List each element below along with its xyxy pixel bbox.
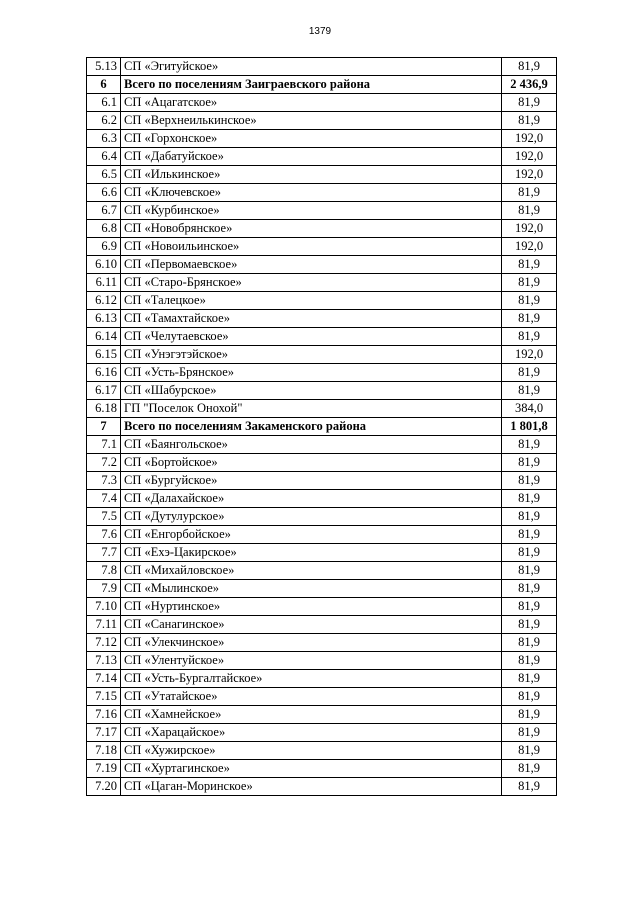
settlement-name-cell: СП «Шабурское» — [121, 382, 502, 400]
amount-cell: 81,9 — [502, 364, 557, 382]
settlement-name-cell: СП «Усть-Брянское» — [121, 364, 502, 382]
row-number-cell: 6.10 — [87, 256, 121, 274]
amount-cell: 192,0 — [502, 346, 557, 364]
row-number-cell: 7.9 — [87, 580, 121, 598]
amount-cell: 192,0 — [502, 238, 557, 256]
amount-cell: 81,9 — [502, 706, 557, 724]
table-row — [87, 364, 557, 382]
settlement-name-cell: СП «Верхнеилькинское» — [121, 112, 502, 130]
row-number-cell: 6.3 — [87, 130, 121, 148]
row-number-cell: 7.20 — [87, 778, 121, 796]
settlement-name-cell: СП «Эгитуйское» — [121, 58, 502, 76]
settlement-name-cell: СП «Енгорбойское» — [121, 526, 502, 544]
table-row — [87, 508, 557, 526]
row-number-cell: 6.12 — [87, 292, 121, 310]
amount-cell: 1 801,8 — [502, 418, 557, 436]
row-number-cell: 6.2 — [87, 112, 121, 130]
row-number-cell: 7.1 — [87, 436, 121, 454]
amount-cell: 81,9 — [502, 580, 557, 598]
settlement-name-cell: СП «Талецкое» — [121, 292, 502, 310]
row-number-cell: 6.5 — [87, 166, 121, 184]
row-number-cell: 7.15 — [87, 688, 121, 706]
amount-cell: 192,0 — [502, 220, 557, 238]
settlement-name-cell: СП «Санагинское» — [121, 616, 502, 634]
table-row — [87, 598, 557, 616]
table-row — [87, 94, 557, 112]
settlement-name-cell: СП «Дабатуйское» — [121, 148, 502, 166]
settlement-name-cell: СП «Старо-Брянское» — [121, 274, 502, 292]
table-row — [87, 166, 557, 184]
settlement-name-cell: СП «Дутулурское» — [121, 508, 502, 526]
row-number-cell: 5.13 — [87, 58, 121, 76]
table-row — [87, 490, 557, 508]
settlement-name-cell: СП «Мылинское» — [121, 580, 502, 598]
settlement-name-cell: СП «Новобрянское» — [121, 220, 502, 238]
amount-cell: 81,9 — [502, 112, 557, 130]
row-number-cell: 7 — [87, 418, 121, 436]
table-row — [87, 742, 557, 760]
table-row — [87, 400, 557, 418]
settlement-name-cell: СП «Ключевское» — [121, 184, 502, 202]
amount-cell: 81,9 — [502, 58, 557, 76]
amount-cell: 81,9 — [502, 742, 557, 760]
table-row — [87, 112, 557, 130]
table-row — [87, 526, 557, 544]
table-row — [87, 472, 557, 490]
table-row — [87, 130, 557, 148]
row-number-cell: 7.17 — [87, 724, 121, 742]
amount-cell: 192,0 — [502, 148, 557, 166]
row-number-cell: 7.11 — [87, 616, 121, 634]
amount-cell: 81,9 — [502, 724, 557, 742]
amount-cell: 81,9 — [502, 184, 557, 202]
table-row — [87, 634, 557, 652]
row-number-cell: 7.12 — [87, 634, 121, 652]
settlement-name-cell: СП «Улекчинское» — [121, 634, 502, 652]
table-row — [87, 238, 557, 256]
amount-cell: 81,9 — [502, 310, 557, 328]
settlement-name-cell: СП «Новоильинское» — [121, 238, 502, 256]
settlement-name-cell: СП «Харацайское» — [121, 724, 502, 742]
amount-cell: 81,9 — [502, 94, 557, 112]
settlement-name-cell: Всего по поселениям Заиграевского района — [121, 76, 502, 94]
table-row — [87, 220, 557, 238]
amount-cell: 81,9 — [502, 562, 557, 580]
settlement-name-cell: СП «Первомаевское» — [121, 256, 502, 274]
settlement-name-cell: СП «Усть-Бургалтайское» — [121, 670, 502, 688]
amount-cell: 81,9 — [502, 274, 557, 292]
settlement-name-cell: СП «Тамахтайское» — [121, 310, 502, 328]
table-total-row — [87, 418, 557, 436]
settlement-name-cell: Всего по поселениям Закаменского района — [121, 418, 502, 436]
table-body — [87, 58, 557, 796]
table-row — [87, 346, 557, 364]
settlement-name-cell: СП «Хамнейское» — [121, 706, 502, 724]
table-row — [87, 778, 557, 796]
settlement-name-cell: СП «Ехэ-Цакирское» — [121, 544, 502, 562]
settlement-name-cell: СП «Хужирское» — [121, 742, 502, 760]
amount-cell: 81,9 — [502, 598, 557, 616]
row-number-cell: 7.7 — [87, 544, 121, 562]
table-row — [87, 652, 557, 670]
amount-cell: 81,9 — [502, 202, 557, 220]
row-number-cell: 6.15 — [87, 346, 121, 364]
row-number-cell: 6.11 — [87, 274, 121, 292]
row-number-cell: 7.14 — [87, 670, 121, 688]
amount-cell: 192,0 — [502, 130, 557, 148]
amount-cell: 81,9 — [502, 292, 557, 310]
page-number: 1379 — [308, 26, 332, 37]
settlement-name-cell: СП «Унэгэтэйское» — [121, 346, 502, 364]
settlement-name-cell: СП «Цаган-Моринское» — [121, 778, 502, 796]
settlement-name-cell: СП «Курбинское» — [121, 202, 502, 220]
row-number-cell: 6.7 — [87, 202, 121, 220]
table-row — [87, 454, 557, 472]
table-row — [87, 184, 557, 202]
row-number-cell: 7.13 — [87, 652, 121, 670]
settlement-name-cell: СП «Илькинское» — [121, 166, 502, 184]
amount-cell: 81,9 — [502, 328, 557, 346]
amount-cell: 81,9 — [502, 616, 557, 634]
amount-cell: 81,9 — [502, 526, 557, 544]
row-number-cell: 7.5 — [87, 508, 121, 526]
table-row — [87, 544, 557, 562]
amount-cell: 81,9 — [502, 382, 557, 400]
settlements-table — [86, 57, 557, 796]
amount-cell: 81,9 — [502, 472, 557, 490]
amount-cell: 81,9 — [502, 688, 557, 706]
settlement-name-cell: СП «Утатайское» — [121, 688, 502, 706]
table-row — [87, 382, 557, 400]
settlement-name-cell: СП «Далахайское» — [121, 490, 502, 508]
row-number-cell: 7.8 — [87, 562, 121, 580]
table-row — [87, 58, 557, 76]
row-number-cell: 6.18 — [87, 400, 121, 418]
table-row — [87, 274, 557, 292]
amount-cell: 81,9 — [502, 760, 557, 778]
table-row — [87, 256, 557, 274]
amount-cell: 192,0 — [502, 166, 557, 184]
amount-cell: 81,9 — [502, 508, 557, 526]
row-number-cell: 6 — [87, 76, 121, 94]
row-number-cell: 6.17 — [87, 382, 121, 400]
settlement-name-cell: СП «Нуртинское» — [121, 598, 502, 616]
table-row — [87, 202, 557, 220]
row-number-cell: 6.8 — [87, 220, 121, 238]
table-row — [87, 292, 557, 310]
table-row — [87, 328, 557, 346]
amount-cell: 81,9 — [502, 634, 557, 652]
settlement-name-cell: СП «Челутаевское» — [121, 328, 502, 346]
row-number-cell: 7.16 — [87, 706, 121, 724]
amount-cell: 81,9 — [502, 256, 557, 274]
amount-cell: 384,0 — [502, 400, 557, 418]
amount-cell: 81,9 — [502, 778, 557, 796]
row-number-cell: 7.6 — [87, 526, 121, 544]
settlement-name-cell: СП «Ацагатское» — [121, 94, 502, 112]
table-total-row — [87, 76, 557, 94]
settlement-name-cell: СП «Хуртагинское» — [121, 760, 502, 778]
settlement-name-cell: СП «Бортойское» — [121, 454, 502, 472]
settlement-name-cell: СП «Баянгольское» — [121, 436, 502, 454]
row-number-cell: 6.16 — [87, 364, 121, 382]
row-number-cell: 7.10 — [87, 598, 121, 616]
amount-cell: 81,9 — [502, 544, 557, 562]
row-number-cell: 7.18 — [87, 742, 121, 760]
settlement-name-cell: СП «Бургуйское» — [121, 472, 502, 490]
settlement-name-cell: ГП "Поселок Онохой" — [121, 400, 502, 418]
table-row — [87, 706, 557, 724]
settlement-name-cell: СП «Михайловское» — [121, 562, 502, 580]
row-number-cell: 7.19 — [87, 760, 121, 778]
row-number-cell: 6.9 — [87, 238, 121, 256]
amount-cell: 81,9 — [502, 436, 557, 454]
amount-cell: 81,9 — [502, 454, 557, 472]
table-row — [87, 310, 557, 328]
amount-cell: 2 436,9 — [502, 76, 557, 94]
table-row — [87, 616, 557, 634]
table-row — [87, 562, 557, 580]
table-row — [87, 148, 557, 166]
settlement-name-cell: СП «Улентуйское» — [121, 652, 502, 670]
settlement-name-cell: СП «Горхонское» — [121, 130, 502, 148]
row-number-cell: 6.6 — [87, 184, 121, 202]
table-row — [87, 580, 557, 598]
row-number-cell: 7.3 — [87, 472, 121, 490]
table-row — [87, 670, 557, 688]
row-number-cell: 6.13 — [87, 310, 121, 328]
amount-cell: 81,9 — [502, 652, 557, 670]
table-row — [87, 436, 557, 454]
row-number-cell: 6.14 — [87, 328, 121, 346]
row-number-cell: 7.4 — [87, 490, 121, 508]
table-row — [87, 724, 557, 742]
row-number-cell: 6.1 — [87, 94, 121, 112]
amount-cell: 81,9 — [502, 670, 557, 688]
row-number-cell: 6.4 — [87, 148, 121, 166]
table-row — [87, 688, 557, 706]
amount-cell: 81,9 — [502, 490, 557, 508]
table-row — [87, 760, 557, 778]
row-number-cell: 7.2 — [87, 454, 121, 472]
